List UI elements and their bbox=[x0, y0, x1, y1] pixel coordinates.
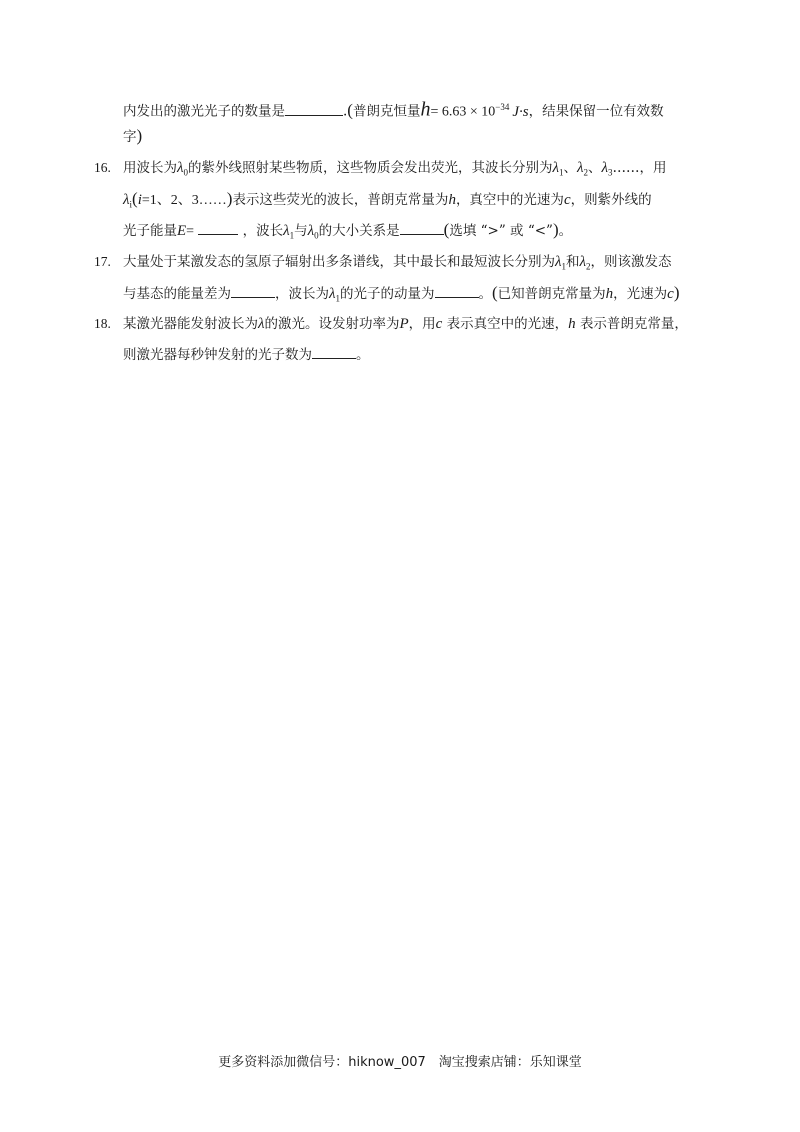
q18-text: 表示真空中的光速， bbox=[446, 316, 569, 332]
planck-symbol: h bbox=[605, 286, 614, 302]
subscript: 0 bbox=[183, 167, 188, 178]
planck-symbol: h bbox=[420, 98, 431, 121]
speed-of-light-symbol: c bbox=[563, 192, 571, 208]
q17-text: ，光速为 bbox=[613, 286, 668, 302]
lambda-symbol: λ bbox=[579, 254, 586, 270]
q18-line-1 bbox=[123, 315, 688, 333]
q15-line-1 bbox=[123, 98, 664, 122]
q15-text: 内发出的激光光子的数量是 bbox=[123, 103, 285, 120]
q16-text: 表示这些荧光的波长，普朗克常量为 bbox=[232, 192, 449, 208]
paren-open: ( bbox=[132, 189, 138, 208]
answer-blank[interactable] bbox=[231, 285, 275, 298]
paren-open: ( bbox=[443, 220, 450, 239]
q16-text: ，则紫外线的 bbox=[570, 192, 652, 208]
planck-symbol: h bbox=[448, 192, 456, 208]
lambda-symbol: λ bbox=[177, 160, 184, 176]
subscript: i bbox=[129, 199, 133, 210]
q17-text: 和 bbox=[566, 254, 580, 270]
q15-text: 普朗克恒量 bbox=[352, 103, 421, 120]
q18-text: 的激光。设发射功率为 bbox=[264, 316, 400, 332]
lambda-symbol: λ bbox=[283, 223, 290, 239]
answer-blank[interactable] bbox=[435, 285, 479, 298]
subscript: 2 bbox=[586, 261, 591, 272]
question-number-16: 16. bbox=[94, 160, 111, 175]
q17-text: ，波长为 bbox=[275, 286, 329, 302]
q16-line-1 bbox=[123, 159, 667, 182]
separator: 、 bbox=[588, 160, 602, 176]
q16-text: ，波长 bbox=[242, 223, 284, 239]
lambda-symbol: λ bbox=[601, 160, 608, 176]
answer-blank[interactable] bbox=[312, 346, 356, 359]
question-number-18: 18. bbox=[94, 316, 111, 331]
power-symbol: P bbox=[399, 316, 409, 332]
q17-text: 的光子的动量为 bbox=[340, 286, 435, 302]
lambda-symbol: λ bbox=[258, 316, 265, 332]
lambda-symbol: λ bbox=[552, 160, 559, 176]
q16-text: ，用 bbox=[639, 160, 667, 176]
q17-text: ，则该激发态 bbox=[590, 254, 672, 270]
subscript: 2 bbox=[583, 167, 588, 178]
q17-line-1 bbox=[123, 253, 672, 276]
paren-close: ) bbox=[552, 220, 559, 239]
lambda-symbol: λ bbox=[577, 160, 584, 176]
answer-blank[interactable] bbox=[285, 103, 343, 116]
q16-text: ，真空中的光速为 bbox=[455, 192, 564, 208]
energy-symbol: E bbox=[177, 223, 187, 239]
q17-line-2 bbox=[123, 284, 680, 308]
q18-text: 表示普朗克常量， bbox=[579, 316, 688, 332]
paren-open: ( bbox=[492, 283, 498, 302]
lambda-symbol: λ bbox=[307, 223, 315, 239]
q17-text: 大量处于某激发态的氢原子辐射出多条谱线，其中最长和最短波长分别为 bbox=[123, 254, 555, 270]
paren-close: ) bbox=[673, 283, 680, 302]
paren-open: ( bbox=[347, 100, 353, 120]
q17-text: 与基态的能量差为 bbox=[123, 286, 231, 302]
q17-text: 已知普朗克常量为 bbox=[497, 286, 606, 302]
q16-text: 。 bbox=[558, 223, 573, 239]
lambda-symbol: λ bbox=[555, 254, 562, 270]
q18-text: ，用 bbox=[408, 316, 436, 332]
q16-text: 的大小关系是 bbox=[318, 223, 400, 239]
page-footer: 更多资料添加微信号：hiknow_007 淘宝搜索店铺：乐知课堂 bbox=[218, 1055, 582, 1070]
lambda-symbol: λ bbox=[123, 192, 130, 208]
q16-line-3 bbox=[123, 221, 572, 245]
q18-line-2 bbox=[123, 346, 370, 364]
paren-close: ) bbox=[226, 189, 233, 208]
q17-text: 。 bbox=[478, 286, 492, 302]
q15-text: ，结果保留一位有效数 bbox=[528, 103, 664, 120]
planck-unit: J·s bbox=[512, 103, 529, 120]
index-variable: i bbox=[137, 192, 142, 208]
answer-blank[interactable] bbox=[400, 222, 444, 235]
q16-text: 与 bbox=[294, 223, 308, 239]
separator: 、 bbox=[563, 160, 577, 176]
subscript: 0 bbox=[314, 230, 319, 241]
q16-line-2 bbox=[123, 190, 652, 214]
lambda-symbol: λ bbox=[329, 286, 336, 302]
q15-period: . bbox=[343, 103, 348, 120]
q18-text: 。 bbox=[356, 347, 370, 363]
subscript: 1 bbox=[289, 230, 295, 241]
planck-value: = 6.63 × 10 bbox=[430, 104, 496, 120]
equals-sign: = bbox=[186, 224, 195, 239]
q16-text: 用波长为 bbox=[123, 160, 177, 176]
subscript: 1 bbox=[559, 167, 564, 178]
answer-blank[interactable] bbox=[198, 222, 238, 235]
q18-text: 则激光器每秒钟发射的光子数为 bbox=[123, 347, 312, 363]
speed-of-light-symbol: c bbox=[667, 286, 674, 302]
index-list: =1、2、3…… bbox=[141, 193, 227, 208]
subscript: 1 bbox=[335, 293, 340, 304]
ellipsis: …… bbox=[612, 160, 640, 176]
planck-symbol: h bbox=[568, 316, 576, 332]
q15-text: 字 bbox=[123, 129, 137, 145]
paren-close: ) bbox=[136, 126, 143, 145]
planck-exponent: −34 bbox=[495, 102, 510, 112]
q18-text: 某激光器能发射波长为 bbox=[123, 316, 258, 332]
subscript: 1 bbox=[561, 261, 566, 272]
option-hint: 选填 “>” 或 “<” bbox=[449, 223, 553, 239]
q16-text: 光子能量 bbox=[123, 223, 177, 239]
subscript: 3 bbox=[608, 167, 613, 178]
q16-text: 的紫外线照射某些物质，这些物质会发出荧光，其波长分别为 bbox=[188, 160, 553, 176]
speed-of-light-symbol: c bbox=[435, 316, 443, 332]
question-number-17: 17. bbox=[94, 254, 111, 269]
q15-line-2 bbox=[123, 127, 142, 146]
